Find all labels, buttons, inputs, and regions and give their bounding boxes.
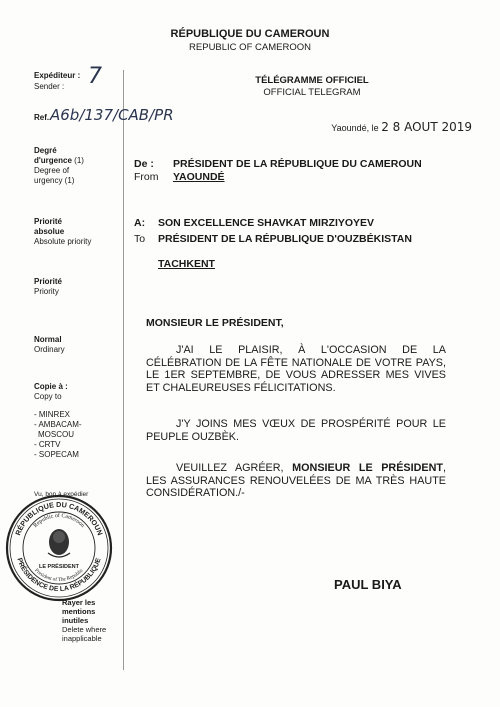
copy-item: - SOPECAM <box>34 450 79 459</box>
sender-handwritten: 7 <box>88 64 102 89</box>
copy-to-label: Copie à : Copy to <box>34 382 68 401</box>
ref-handwritten: A6b/137/CAB/PR <box>50 106 174 124</box>
signature: PAUL BIYA <box>334 577 402 592</box>
seal-outer-top: RÉPUBLIQUE DU CAMEROUN <box>13 499 105 537</box>
absolute-priority-label: Priorité absolue Absolute priority <box>34 217 92 246</box>
telegram-title-fr: TÉLÉGRAMME OFFICIEL <box>255 75 369 86</box>
salutation: MONSIEUR LE PRÉSIDENT, <box>146 317 284 329</box>
normal-label: Normal Ordinary <box>34 335 65 354</box>
sender-label-en: Sender : <box>34 82 65 91</box>
header-country-en: REPUBLIC OF CAMEROON <box>189 42 311 53</box>
svg-text:PRÉSIDENCE DE LA RÉPUBLIQUE <box>15 557 102 593</box>
copy-list <box>34 410 82 460</box>
from-label-fr: De : <box>134 158 154 170</box>
seal-inner-top: Republic of Cameroon <box>32 512 86 530</box>
paragraph-3: VEUILLEZ AGRÉER, MONSIEUR LE PRÉSIDENT, LES ASSURANCES RENOUVELÉES DE MA TRÈS HAUTE CONSIDÉRATION./- <box>146 462 447 499</box>
svg-text:Republic of Cameroon <box>33 512 86 529</box>
to-line3: TACHKENT <box>158 258 215 270</box>
copy-item: - AMBACAM- <box>34 420 82 429</box>
copy-item: MOSCOU <box>38 430 74 439</box>
ref-label: Ref. <box>34 113 50 122</box>
seal-center-text: LE PRÉSIDENT <box>38 564 80 570</box>
paragraph-2: J'Y JOINS MES VŒUX DE PROSPÉRITÉ POUR LE PEUPLE OUZBÈK. <box>146 418 446 443</box>
to-label-fr: A: <box>134 217 146 229</box>
sender-label-fr: Expéditeur : <box>34 71 81 80</box>
urgency-label: Degré d'urgence (1) Degree of urgency (1) <box>34 146 84 185</box>
vu-bon-label: Vu, bon à expédier <box>34 491 89 498</box>
header-country-fr: RÉPUBLIQUE DU CAMEROUN <box>170 28 330 40</box>
from-line1: PRÉSIDENT DE LA RÉPUBLIQUE DU CAMEROUN <box>173 158 422 170</box>
delete-note: Rayer les mentions inutiles Delete where inapplicable <box>62 598 107 643</box>
from-line2: YAOUNDÉ <box>173 171 225 183</box>
paragraph-1: J'AI LE PLAISIR, À L'OCCASION DE LA CÉLÉBRATION DE LA FÊTE NATIONALE DE VOTRE PAYS, LE 1ER SEPTEMBRE, DE VOUS ADRESSER MES VIVES ET CHALEUREUSES FÉLICITATIONS. <box>146 344 446 394</box>
copy-item: - CRTV <box>34 440 61 449</box>
copy-item: - MINREX <box>34 410 70 419</box>
date-line: Yaoundé, le 2 8 AOUT 2019 <box>331 120 472 134</box>
to-line2: PRÉSIDENT DE LA RÉPUBLIQUE D'OUZBÉKISTAN <box>158 233 412 245</box>
from-label-en: From <box>134 171 159 183</box>
presidential-seal <box>4 493 114 603</box>
to-label-en: To <box>134 233 146 245</box>
to-line1: SON EXCELLENCE SHAVKAT MIRZIYOYEV <box>158 217 375 229</box>
sidebar-divider <box>123 70 124 670</box>
telegram-title-en: OFFICIAL TELEGRAM <box>263 87 361 98</box>
priority-label: Priorité Priority <box>34 277 63 296</box>
seal-outer-bottom: PRÉSIDENCE DE LA RÉPUBLIQUE <box>15 557 103 594</box>
seal-inner-bottom: President of The Republic <box>33 567 85 584</box>
date-handwritten: 2 8 AOUT 2019 <box>381 120 472 134</box>
